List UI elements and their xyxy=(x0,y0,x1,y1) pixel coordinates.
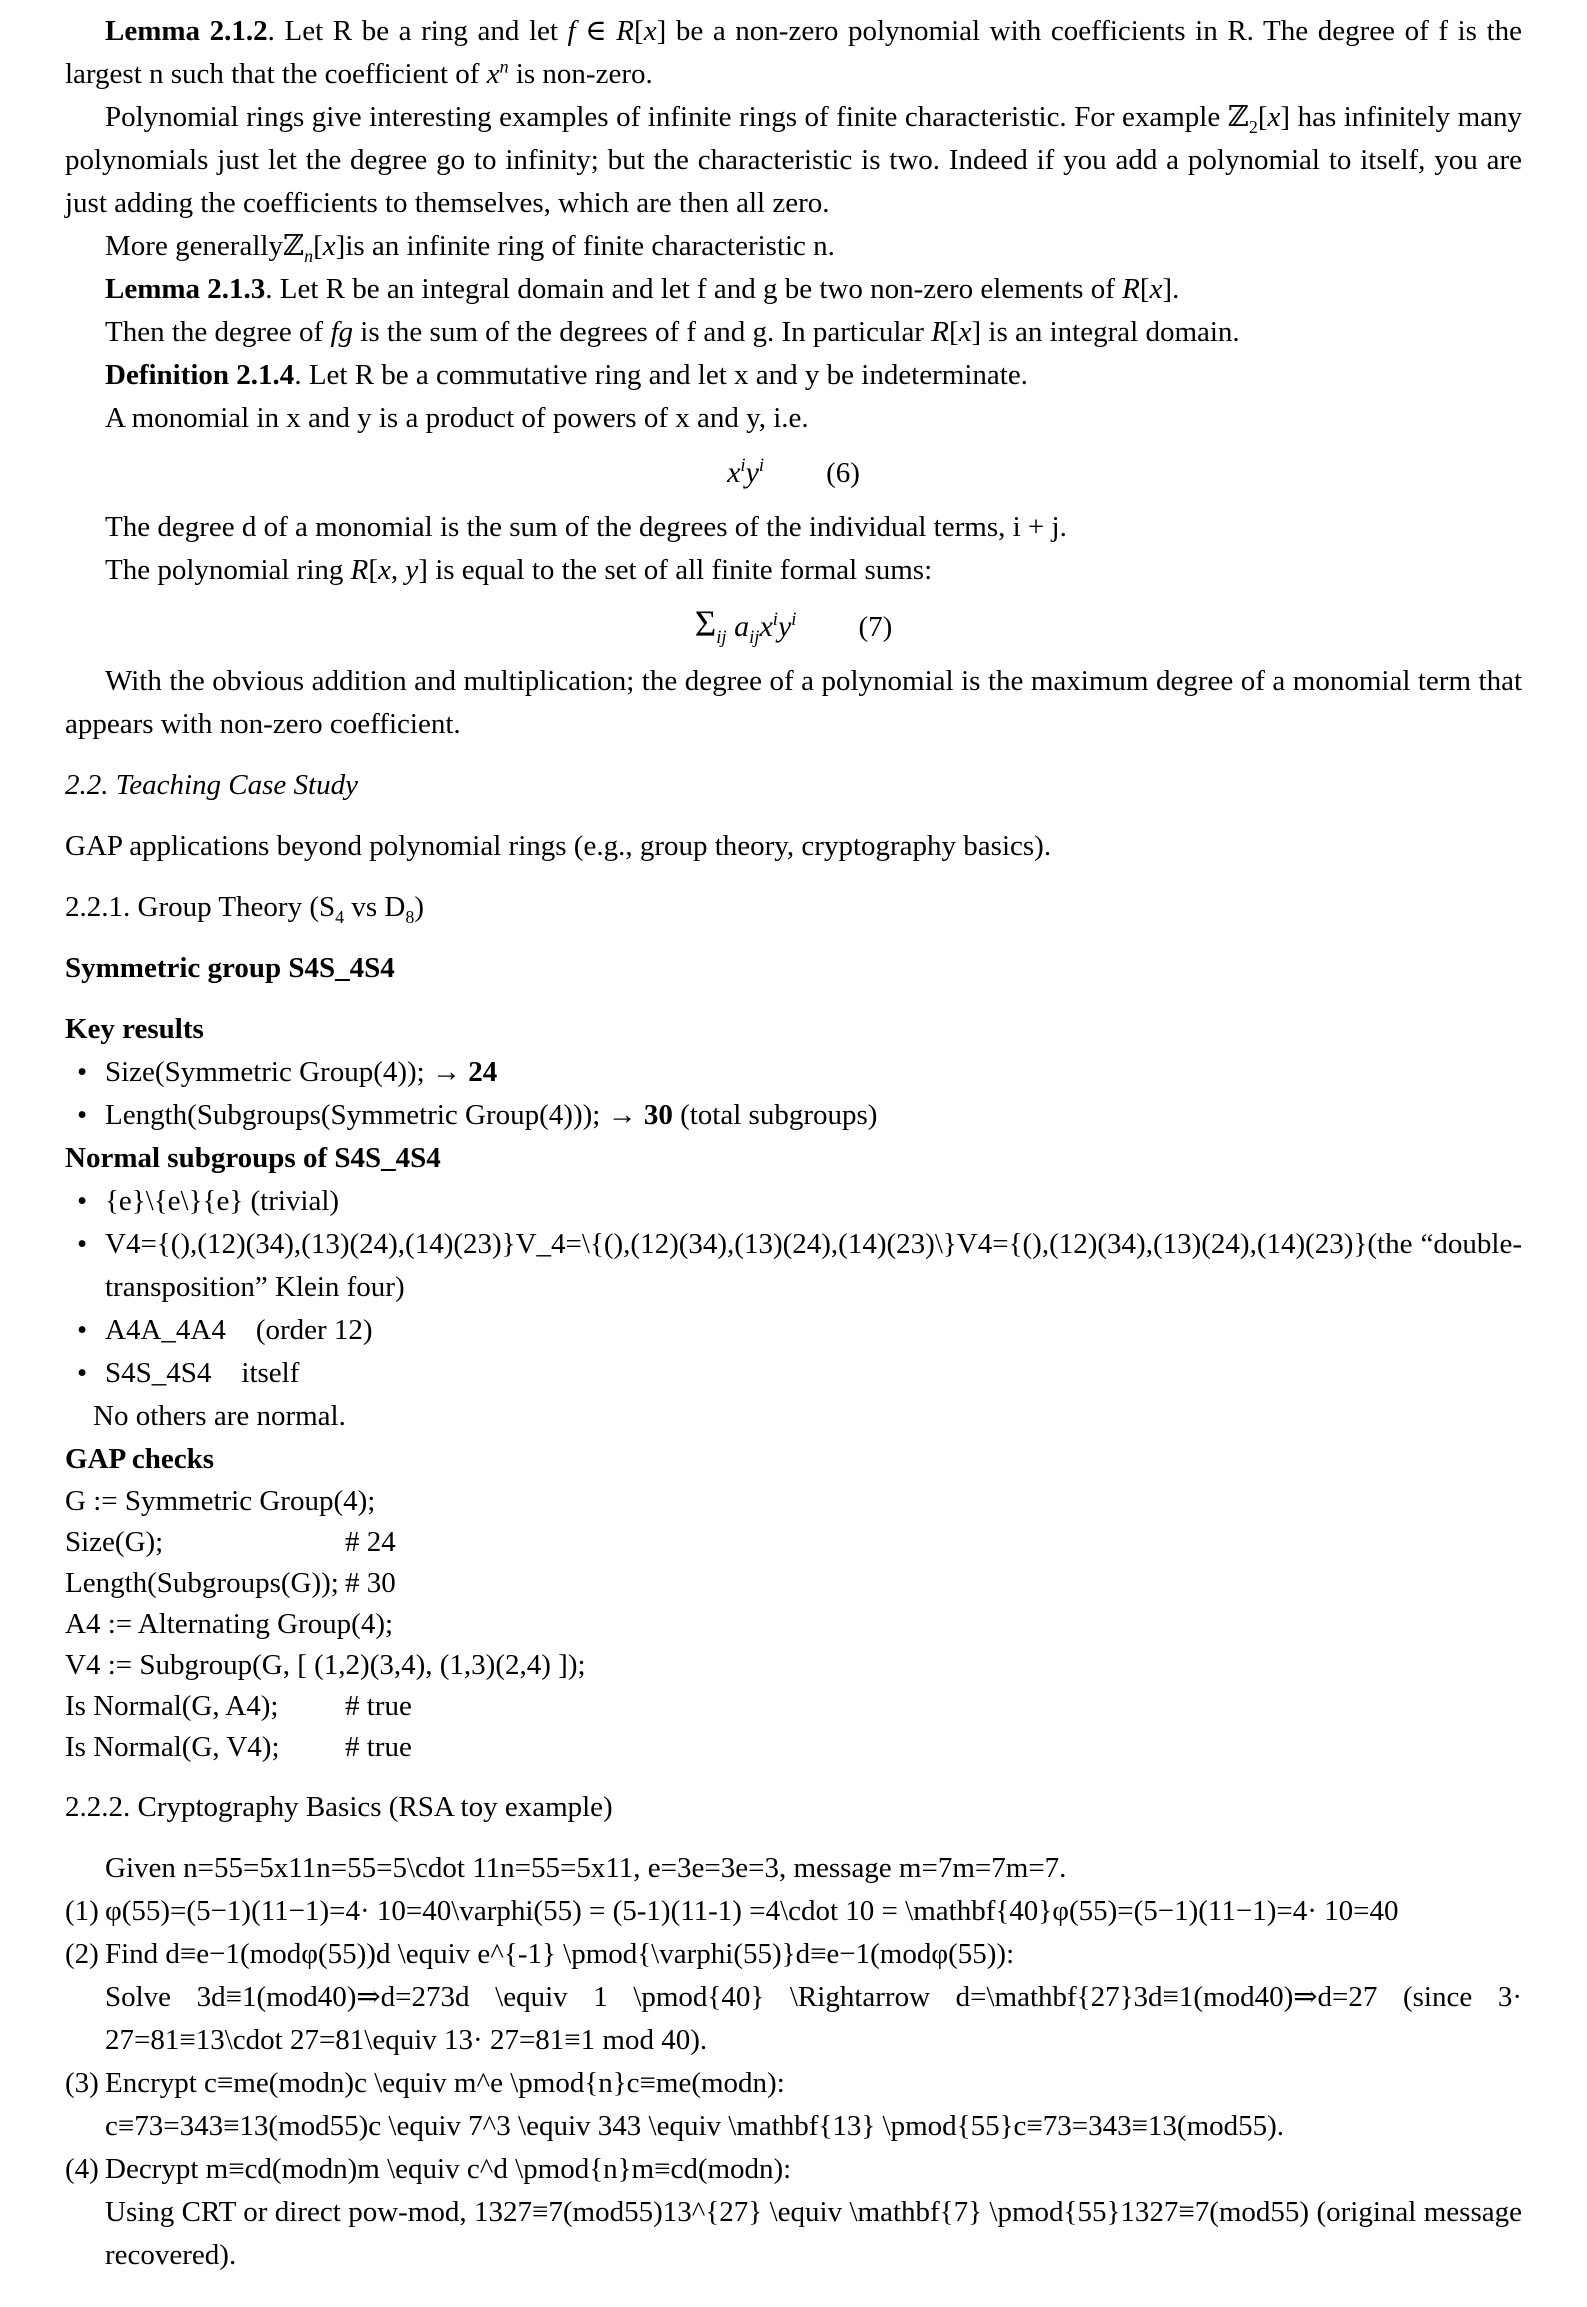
bullet-item-length-text: Length(Subgroups(Symmetric Group(4))); → 30 (total subgroups) xyxy=(105,1099,878,1131)
equation-7-formula: $\Sigma_{ij}$ $a_{ij}x^iy^i$ xyxy=(694,604,797,648)
paragraph-polynomial-rings: Polynomial rings give interesting examples of infinite rings of finite characteristic. For example ℤ$_2$[x] has infinitely many polynomials just let the degree go to infinity; but the characteristic is two. Indeed if you add a polynomial to itself, you are just adding the coefficients to themselves, which are then all zero. xyxy=(65,101,1522,219)
rsa-step-2-body xyxy=(105,1933,1522,2062)
bullet-item-s4 xyxy=(65,1352,1522,1395)
equation-7 xyxy=(65,602,1522,650)
bullet-marker: • xyxy=(77,1185,88,1217)
gap-code: Length(Subgroups(G)); xyxy=(65,1567,339,1599)
gap-code-line-4 xyxy=(65,1604,1522,1645)
gap-code-line-6 xyxy=(65,1686,1522,1727)
rsa-step-3-marker: (3) xyxy=(65,2067,99,2099)
rsa-step-4-line-1: Decrypt m≡cd(modn)m \equiv c^d \pmod{n}m≡cd(modn): xyxy=(105,2153,792,2185)
gap-code-comment: # true xyxy=(345,1731,412,1763)
rsa-step-3-line-1: Encrypt c≡me(modn)c \equiv m^e \pmod{n}c≡me(modn): xyxy=(105,2067,785,2099)
heading-key-results: Key results xyxy=(65,1013,204,1045)
rsa-step-2-line-2: Solve 3d≡1(mod40)⇒d=273d \equiv 1 \pmod{40} \Rightarrow d=\mathbf{27}3d≡1(mod40)⇒d=27 (since 3· 27=81≡13\cdot 27=81\equiv 13· 27=81≡1 mod 40). xyxy=(105,1981,1522,2056)
bullet-marker: • xyxy=(77,1357,88,1389)
rsa-step-3-line-2: c≡73=343≡13(mod55)c \equiv 7^3 \equiv 343 \equiv \mathbf{13} \pmod{55}c≡73=343≡13(mod55). xyxy=(105,2110,1285,2142)
gap-code: Is Normal(G, A4); xyxy=(65,1690,279,1722)
bullet-item-size xyxy=(65,1051,1522,1094)
heading-normal-subgroups: Normal subgroups of S4S_4S4 xyxy=(65,1142,441,1174)
paragraph-monomial-intro: A monomial in x and y is a product of powers of x and y, i.e. xyxy=(105,402,809,434)
gap-code: A4 := Alternating Group(4); xyxy=(65,1608,394,1640)
bullet-marker: • xyxy=(77,1056,88,1088)
rsa-step-4 xyxy=(65,2148,1522,2277)
bullet-marker: • xyxy=(77,1099,88,1131)
paragraph-definition-214: Definition 2.1.4. Let R be a commutative ring and let x and y be indeterminate. xyxy=(105,359,1028,391)
rsa-step-2 xyxy=(65,1933,1522,2062)
paragraph-rsa-given: Given n=55=5x11n=55=5\cdot 11n=55=5x11, e=3e=3e=3, message m=7m=7m=7. xyxy=(105,1852,1067,1884)
bullet-item-a4-text: A4A_4A4 (order 12) xyxy=(105,1314,373,1346)
rsa-step-4-line-2: Using CRT or direct pow-mod, 1327≡7(mod55)13^{27} \equiv \mathbf{7} \pmod{55}1327≡7(mod55) (original message recovered). xyxy=(105,2196,1522,2271)
rsa-step-1-marker: (1) xyxy=(65,1895,99,1927)
gap-code: G := Symmetric Group(4); xyxy=(65,1485,376,1517)
paragraph-lemma-212: Lemma 2.1.2. Let R be a ring and let f ∈ R[x] be a non-zero polynomial with coefficients in R. The degree of f is the largest n such that the coefficient of $x^n$ is non-zero. xyxy=(65,15,1522,90)
heading-2-2-2-cryptography-basics: 2.2.2. Cryptography Basics (RSA toy example) xyxy=(65,1791,613,1823)
bullet-marker: • xyxy=(77,1314,88,1346)
gap-code-line-7 xyxy=(65,1727,1522,1768)
rsa-step-3-body xyxy=(105,2062,1522,2148)
heading-symmetric-group: Symmetric group S4S_4S4 xyxy=(65,952,395,984)
gap-code-comment: # 24 xyxy=(345,1526,396,1558)
paragraph-lemma-213: Lemma 2.1.3. Let R be an integral domain and let f and g be two non-zero elements of R[x]. xyxy=(105,273,1180,305)
rsa-step-2-line-1: Find d≡e−1(modφ(55))d \equiv e^{-1} \pmod{\varphi(55)}d≡e−1(modφ(55)): xyxy=(105,1938,1015,1970)
gap-code-comment: # true xyxy=(345,1690,412,1722)
rsa-step-4-marker: (4) xyxy=(65,2153,99,2185)
gap-code-line-3 xyxy=(65,1563,1522,1604)
equation-7-number: (7) xyxy=(858,611,893,643)
paragraph-then-degree: Then the degree of fg is the sum of the degrees of f and g. In particular R[x] is an integral domain. xyxy=(105,316,1240,348)
bullet-item-a4 xyxy=(65,1309,1522,1352)
bullet-marker: • xyxy=(77,1228,88,1260)
gap-code: V4 := Subgroup(G, [ (1,2)(3,4), (1,3)(2,4) ]); xyxy=(65,1649,586,1681)
gap-code-line-1 xyxy=(65,1481,1522,1522)
rsa-step-1-body xyxy=(105,1890,1522,1933)
rsa-step-4-body xyxy=(105,2148,1522,2277)
heading-2-2-1-group-theory: 2.2.1. Group Theory ($S_4$ vs $D_8$) xyxy=(65,891,424,927)
bullet-item-v4-text: V4={(),(12)(34),(13)(24),(14)(23)}V_4=\{(),(12)(34),(13)(24),(14)(23)\}V4={(),(12)(34),(13)(24),(14)(23)}(the “double-transposition” Klein four) xyxy=(105,1228,1522,1303)
gap-code: Is Normal(G, V4); xyxy=(65,1731,280,1763)
gap-code: Size(G); xyxy=(65,1526,164,1558)
bullet-item-v4 xyxy=(65,1223,1522,1309)
paragraph-polynomial-ring-rxy: The polynomial ring R[x, y] is equal to the set of all finite formal sums: xyxy=(105,554,933,586)
bullet-item-s4-text: S4S_4S4 itself xyxy=(105,1357,300,1389)
paragraph-with-obvious: With the obvious addition and multiplication; the degree of a polynomial is the maximum degree of a monomial term that appears with non-zero coefficient. xyxy=(65,665,1522,740)
heading-2-2-teaching-case-study: 2.2. Teaching Case Study xyxy=(65,769,358,801)
bullet-item-length xyxy=(65,1094,1522,1137)
rsa-step-1 xyxy=(65,1890,1522,1933)
gap-code-comment: # 30 xyxy=(345,1567,396,1599)
rsa-step-1-line-1: φ(55)=(5−1)(11−1)=4· 10=40\varphi(55) = (5-1)(11-1) =4\cdot 10 = \mathbf{40}φ(55)=(5−1)(11−1)=4· 10=40 xyxy=(105,1895,1399,1927)
paragraph-degree-d: The degree d of a monomial is the sum of the degrees of the individual terms, i + j. xyxy=(105,511,1067,543)
gap-code-line-5 xyxy=(65,1645,1522,1686)
equation-6-formula: $x^iy^i$ xyxy=(727,455,765,489)
bullet-item-trivial xyxy=(65,1180,1522,1223)
heading-gap-checks: GAP checks xyxy=(65,1443,215,1475)
bullet-item-trivial-text: {e}\{e\}{e} (trivial) xyxy=(105,1185,340,1217)
equation-6-number: (6) xyxy=(826,457,860,489)
rsa-step-3 xyxy=(65,2062,1522,2148)
gap-code-line-2 xyxy=(65,1522,1522,1563)
rsa-step-2-marker: (2) xyxy=(65,1938,99,1970)
paragraph-more-generally: More generallyℤ$_n$[x]is an infinite ring of finite characteristic n. xyxy=(105,230,835,266)
bullet-item-size-text: Size(Symmetric Group(4)); → 24 xyxy=(105,1056,498,1088)
equation-6 xyxy=(65,450,1522,496)
paragraph-no-others-normal: No others are normal. xyxy=(93,1400,346,1432)
paragraph-gap-applications: GAP applications beyond polynomial rings (e.g., group theory, cryptography basics). xyxy=(65,830,1052,862)
